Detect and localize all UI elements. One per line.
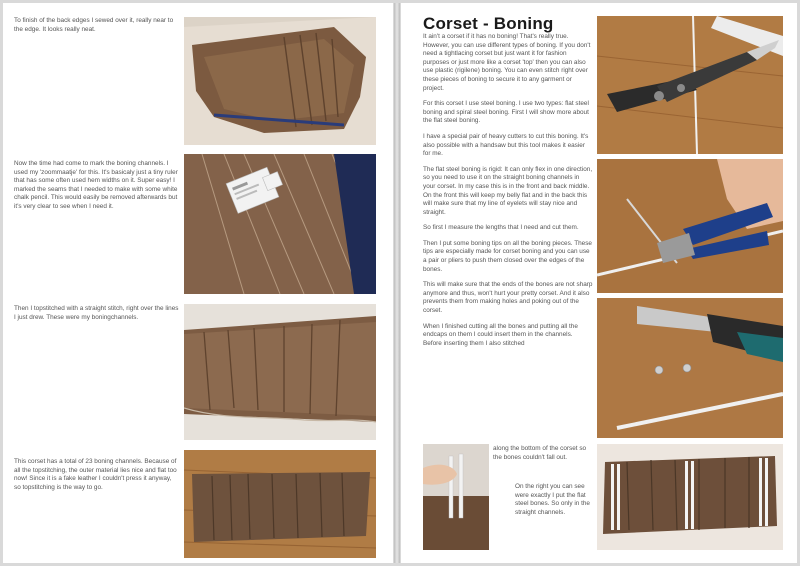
photo-finished-channels: [184, 450, 376, 558]
paragraph-23-channels: This corset has a total of 23 boning channels. Because of all the topstitching, the outer material lies nice and flat too now! Since it is a fake leather I couldn't press it anyway, so topstitching is the way to go.: [14, 458, 177, 491]
paragraph-steel-types: For this corset I use steel boning. I use two types: flat steel boning and spiral steel boning. First I will show more about the flat steel boning.: [423, 100, 589, 125]
photo-corset-back-edges: [184, 17, 376, 145]
paragraph-not-sharp: This will make sure that the ends of the bones are not sharp anymore and thus, won't hurt your pretty corset. And it also prevents them from making holes and poking out of the corset.: [423, 281, 593, 315]
paragraph-intro: It ain't a corset if it has no boning! That's really true. However, you can use different types of boning. If you don't need a tightlacing corset but just want it for fashion purposes or just more like a corset 'top' then you can also use plastic (rigilene) boning. You can even stitch right over these pieces of boning to secure it to any garment or project.: [423, 33, 591, 92]
paragraph-inserting: When I finished cutting all the bones and putting all the endcaps on them I could insert them in the channels. Before inserting them I also stitched: [423, 322, 578, 347]
right-text-column: [423, 33, 593, 348]
paragraph-stitch-bottom: along the bottom of the corset so the bones couldn't fall out.: [493, 445, 587, 461]
paragraph-mark-channels: Now the time had come to mark the boning channels. I used my 'zoommaatje' for this. It's basicaly just a tiny ruler that has some often used hem widths on it. Super easy! I marked the seams that I needed to make with some white chalk pencil. This would easily be removed afterwards but it's very clear to see when I need it.: [14, 160, 178, 210]
photo-bones-in-channels: [423, 444, 489, 550]
book-gutter: [394, 3, 400, 563]
paragraph-topstitch: Then I topstitched with a straight stitch, right over the lines I just drew. These were my boningchannels.: [14, 305, 179, 321]
paragraph-cutters: I have a special pair of heavy cutters to cut this boning. It's also possible with a handsaw but this tool makes it easier for me.: [423, 132, 589, 158]
paragraph-measure: So first I measure the lengths that I need and cut them.: [423, 224, 579, 232]
photo-marking-channels: [184, 154, 376, 294]
right-page: [401, 3, 797, 563]
paragraph-boning-tips: Then I put some boning tips on all the boning pieces. These tips are especially made for corset boning and you can use a pair or pliers to push them closed over the edges of the bones.: [423, 239, 592, 273]
paragraph-flat-rigid: The flat steel boning is rigid: It can only flex in one direction, so you need to use it on the straight boning channels in your corset. In my case this is in the front and back middle. On the front this will keep my belly flat and in the back this will make sure that my line of eyelets will stay nice and straight.: [423, 165, 593, 216]
section-title: Corset - Boning: [423, 14, 554, 33]
photo-flat-bones-placement: [597, 444, 783, 550]
photo-cutting-boning: [597, 159, 783, 293]
paragraph-straight-channels: On the right you can see were exactly I put the flat steel bones. So only in the straight channels.: [515, 483, 590, 516]
photo-boning-tips-pliers: [597, 298, 783, 438]
left-page: [3, 3, 393, 563]
photo-topstitched-corset: [184, 304, 376, 440]
photo-heavy-cutters: [597, 16, 783, 154]
paragraph-back-edges: To finish of the back edges I sewed over it, really near to the edge. It looks really neat.: [14, 17, 174, 33]
